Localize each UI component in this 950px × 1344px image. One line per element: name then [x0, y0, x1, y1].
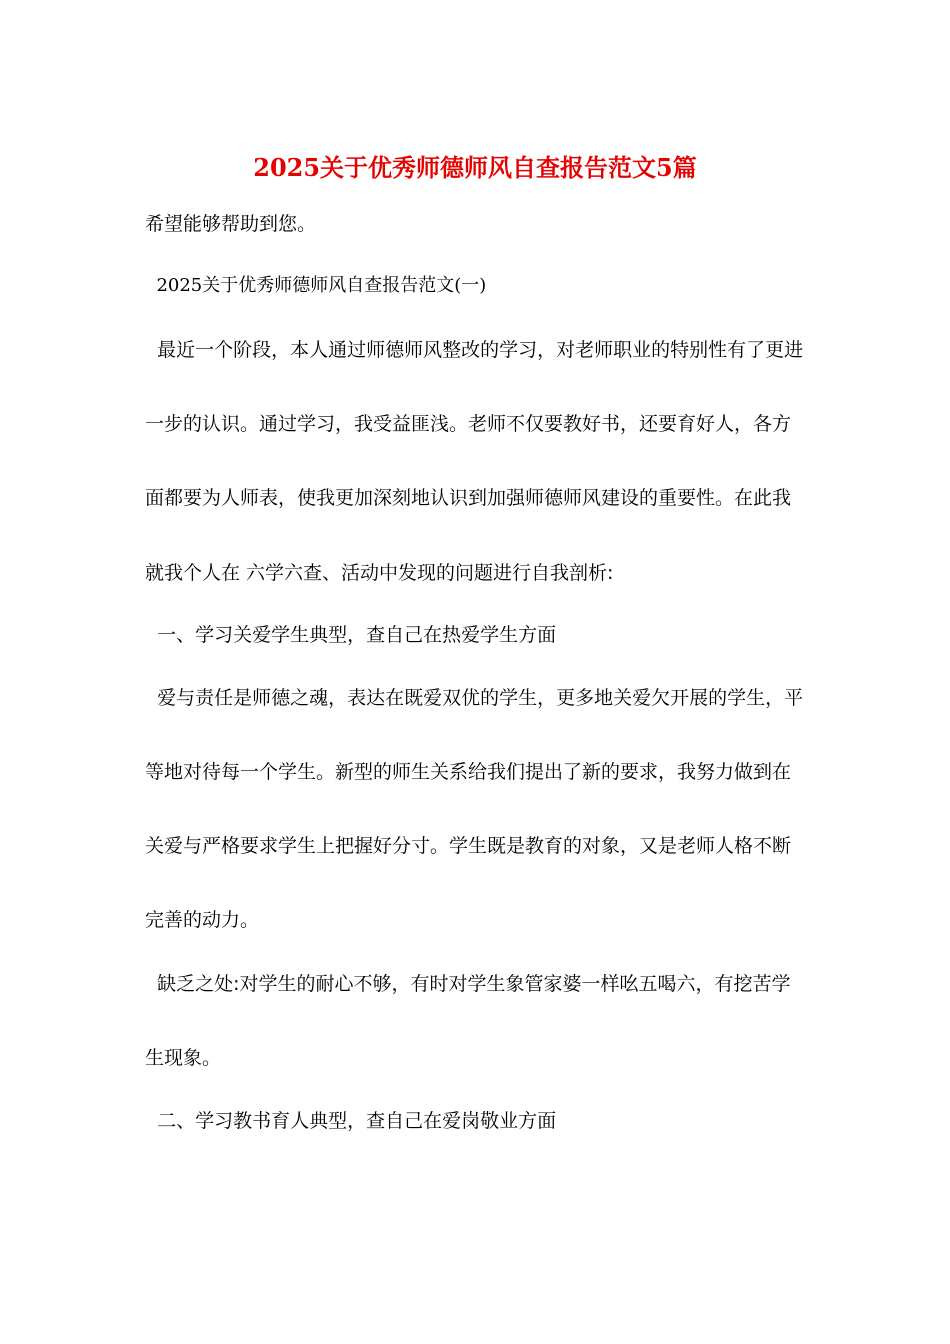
- intro-line: 希望能够帮助到您。: [145, 213, 317, 235]
- paragraph-line: 等地对待每一个学生。新型的师生关系给我们提出了新的要求，我努力做到在: [145, 761, 792, 783]
- paragraph-line: 缺乏之处:对学生的耐心不够，有时对学生象管家婆一样吆五喝六，有挖苦学: [145, 973, 791, 995]
- paragraph-line: 完善的动力。: [145, 909, 260, 931]
- paragraph-line: 生现象。: [145, 1047, 222, 1069]
- paragraph-line: 面都要为人师表，使我更加深刻地认识到加强师德师风建设的重要性。在此我: [145, 487, 792, 509]
- paragraph-line: 一步的认识。通过学习，我受益匪浅。老师不仅要教好书，还要育好人，各方: [145, 413, 792, 435]
- section-subtitle: 2025关于优秀师德师风自查报告范文(一): [145, 275, 487, 296]
- paragraph-line: 关爱与严格要求学生上把握好分寸。学生既是教育的对象，又是老师人格不断: [145, 835, 792, 857]
- paragraph-line: 就我个人在 六学六查、活动中发现的问题进行自我剖析:: [145, 562, 614, 584]
- section-heading: 二、学习教书育人典型，查自己在爱岗敬业方面: [145, 1110, 557, 1132]
- document-title: 2025关于优秀师德师风自查报告范文5篇: [253, 153, 697, 182]
- section-heading: 一、学习关爱学生典型，查自己在热爱学生方面: [145, 624, 557, 646]
- paragraph-line: 最近一个阶段，本人通过师德师风整改的学习，对老师职业的特别性有了更进: [145, 339, 804, 361]
- paragraph-line: 爱与责任是师德之魂，表达在既爱双优的学生，更多地关爱欠开展的学生，平: [145, 687, 804, 709]
